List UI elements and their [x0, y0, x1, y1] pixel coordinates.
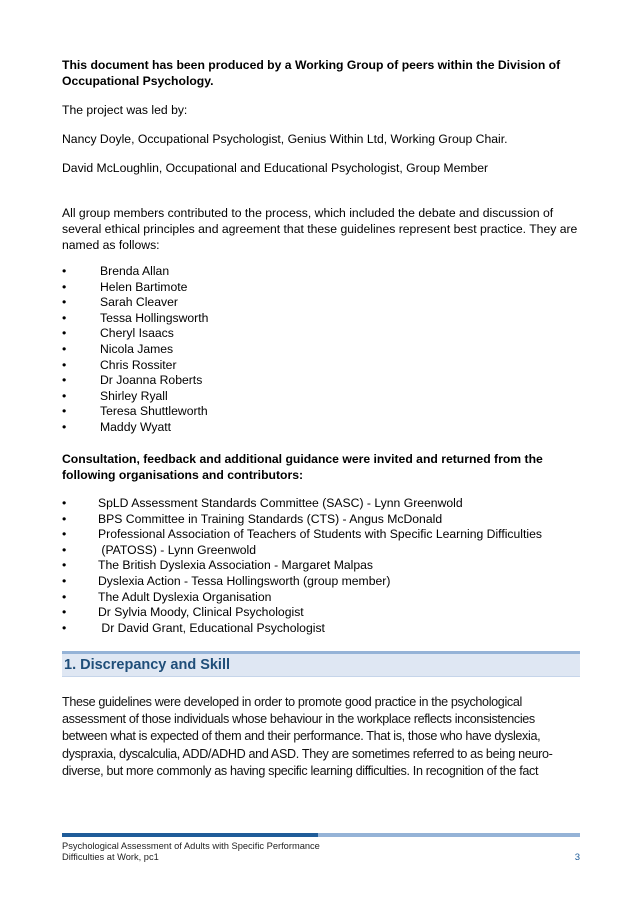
list-item: • Helen Bartimote: [62, 279, 188, 294]
bullet-icon: •: [62, 542, 67, 557]
contributors-intro: All group members contributed to the process, which included the debate and discussion of several ethical principles and agreement that these guidelines represent best practice. They are named as follows:: [62, 206, 578, 252]
lead-member: David McLoughlin, Occupational and Educational Psychologist, Group Member: [62, 161, 489, 175]
list-item: • Tessa Hollingsworth: [62, 310, 209, 325]
bullet-icon: •: [62, 573, 67, 588]
list-item: • Dr Joanna Roberts: [62, 373, 203, 388]
list-item: • Shirley Ryall: [62, 388, 168, 403]
bullet-icon: •: [62, 310, 67, 325]
lead-chair: Nancy Doyle, Occupational Psychologist, Genius Within Ltd, Working Group Chair.: [62, 132, 508, 146]
bullet-icon: •: [62, 527, 67, 542]
list-item: • BPS Committee in Training Standards (CTS) - Angus McDonald: [62, 511, 443, 526]
body-line: diverse, but more commonly as having specific learning difficulties. In recognition of the fact: [62, 763, 539, 778]
list-item: • Chris Rossiter: [62, 357, 177, 372]
list-item: • Teresa Shuttleworth: [62, 404, 208, 419]
list-item: • The British Dyslexia Association - Margaret Malpas: [62, 558, 373, 573]
section-body: [62, 694, 586, 780]
footer-rule-dark: [62, 833, 318, 837]
bullet-icon: •: [62, 419, 67, 434]
section-heading: 1. Discrepancy and Skill: [64, 657, 231, 673]
page-number: 3: [574, 852, 580, 863]
working-group-statement: This document has been produced by a Working Group of peers within the Division of Occupational Psychology.: [62, 58, 561, 88]
bullet-icon: •: [62, 511, 67, 526]
body-line: assessment of those individuals whose behaviour in the workplace reflects inconsistencies: [62, 712, 535, 727]
bullet-icon: •: [62, 404, 67, 419]
members-list: [62, 264, 582, 436]
list-item: • (PATOSS) - Lynn Greenwold: [62, 542, 257, 557]
list-item: • SpLD Assessment Standards Committee (SASC) - Lynn Greenwold: [62, 496, 463, 510]
bullet-icon: •: [62, 295, 67, 310]
organisations-list: [62, 496, 582, 636]
bullet-icon: •: [62, 341, 67, 356]
footer-title: [62, 841, 422, 863]
list-item: • Dyslexia Action - Tessa Hollingsworth (group member): [62, 573, 391, 588]
bullet-icon: •: [62, 496, 67, 510]
footer-line: Difficulties at Work, pc1: [62, 852, 159, 862]
bullet-icon: •: [62, 388, 67, 403]
list-item: • Sarah Cleaver: [62, 295, 178, 310]
footer-rule-light: [318, 833, 580, 837]
list-item: • Dr Sylvia Moody, Clinical Psychologist: [62, 605, 304, 620]
bullet-icon: •: [62, 264, 67, 278]
consultation-heading: Consultation, feedback and additional guidance were invited and returned from the following organisations and contributors:: [62, 452, 543, 482]
led-by-label: The project was led by:: [62, 103, 188, 117]
bullet-icon: •: [62, 558, 67, 573]
section-heading-bar: [62, 651, 580, 677]
list-item: • Brenda Allan: [62, 264, 170, 278]
bullet-icon: •: [62, 357, 67, 372]
bullet-icon: •: [62, 279, 67, 294]
list-item: • Dr David Grant, Educational Psychologist: [62, 620, 325, 635]
bullet-icon: •: [62, 589, 67, 604]
body-line: dyspraxia, dyscalculia, ADD/ADHD and ASD. They are sometimes referred to as being neuro-: [62, 746, 553, 761]
list-item: • Cheryl Isaacs: [62, 326, 174, 341]
bullet-icon: •: [62, 605, 67, 620]
list-item: • Professional Association of Teachers of Students with Specific Learning Difficulties: [62, 527, 542, 542]
list-item: • Nicola James: [62, 341, 174, 356]
footer-line: Psychological Assessment of Adults with Specific Performance: [62, 841, 320, 851]
bullet-icon: •: [62, 620, 67, 635]
list-item: • Maddy Wyatt: [62, 419, 172, 434]
bullet-icon: •: [62, 373, 67, 388]
body-line: between what is expected of them and their performance. That is, those who have dyslexia,: [62, 729, 541, 744]
bullet-icon: •: [62, 326, 67, 341]
list-item: • The Adult Dyslexia Organisation: [62, 589, 272, 604]
body-line: These guidelines were developed in order to promote good practice in the psychological: [62, 695, 522, 709]
